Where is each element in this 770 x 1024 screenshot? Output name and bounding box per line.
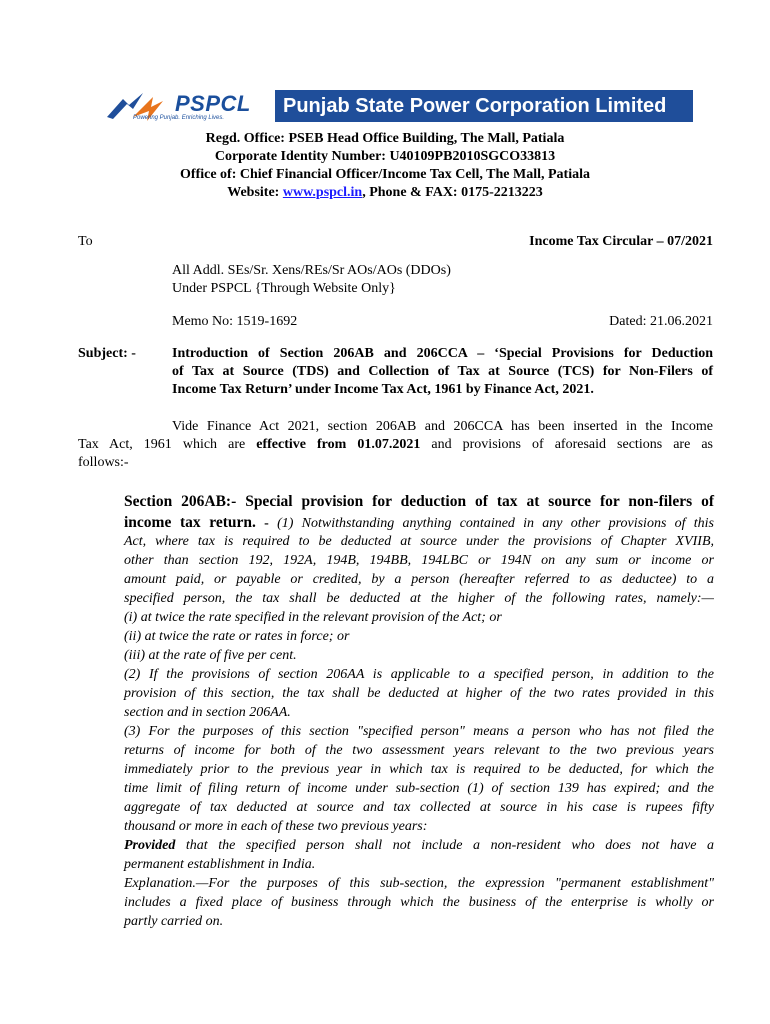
explanation-line: partly carried on. [124,914,224,929]
website-link[interactable]: www.pspcl.in [282,185,363,200]
lightning-bolt-icon [103,87,183,127]
company-name-banner: Punjab State Power Corporation Limited [275,90,693,122]
subject-label: Subject: - [78,346,136,361]
circular-number: Income Tax Circular – 07/2021 [529,234,713,249]
proviso-label: Provided [124,838,176,853]
section-text-line: time limit of filing return of income under sub-section (1) of section 139 has expired; and the [124,781,714,796]
intro-text-line: follows:- [78,455,129,470]
section-text-line: provision of this section, the tax shall be deducted at higher of the two rates provided in this [124,686,714,701]
office-address-line: Regd. Office: PSEB Head Office Building, The Mall, Patiala [205,131,565,146]
explanation-line: Explanation.—For the purposes of this sub-section, the expression "permanent establishment" [124,876,714,891]
proviso-line: permanent establishment in India. [124,857,316,872]
section-text-line: amount paid, or payable or credited, by a person (hereafter referred to as deductee) to a [124,572,714,587]
intro-text: Tax Act, 1961 which are [78,437,257,452]
addressee-line: Under PSPCL {Through Website Only} [172,281,396,296]
section-heading: Section 206AB:- Special provision for deduction of tax at source for non-filers of [124,493,714,510]
intro-text: and provisions of aforesaid sections are as [420,437,713,452]
section-text-line: other than section 192, 192A, 194B, 194BB, 194LBC or 194N on any sum or income or [124,553,714,568]
proviso-text: that the specified person shall not include a non-resident who does not have a [175,838,714,853]
intro-text-line: Vide Finance Act 2021, section 206AB and 206CCA has been inserted in the Income [172,419,713,434]
office-of-line: Office of: Chief Financial Officer/Income Tax Cell, The Mall, Patiala [180,167,590,182]
proviso-line [124,836,714,855]
memo-number: Memo No: 1519-1692 [172,314,298,329]
addressee-line: All Addl. SEs/Sr. Xens/REs/Sr AOs/AOs (DDOs) [172,263,451,278]
section-text-line: returns of income for both of the two assessment years relevant to the two previous years [124,743,714,758]
subject-line: of Tax at Source (TDS) and Collection of Tax at Source (TCS) for Non-Filers of [172,364,713,379]
section-text-line: (iii) at the rate of five per cent. [124,648,297,663]
section-heading-tail: income tax return. [124,514,256,531]
heading-dash: - [255,516,278,531]
section-text: (1) Notwithstanding anything contained in any other provisions of this [277,516,715,531]
logo-abbreviation: PSPCL [175,91,251,116]
subject-line: Introduction of Section 206AB and 206CCA – ‘Special Provisions for Deduction [172,346,713,361]
section-text-line: immediately prior to the previous year in which tax is required to be deducted, for which the [124,762,714,777]
section-text-line: specified person, the tax shall be deducted at the higher of the following rates, namely:— [124,591,714,606]
section-text-line: (ii) at twice the rate or rates in force; or [124,629,350,644]
to-label: To [78,234,93,249]
section-text-line [124,513,714,533]
section-text-line: Act, where tax is required to be deducted at source under the provisions of Chapter XVIIB, [124,534,714,549]
memo-date: Dated: 21.06.2021 [609,314,713,329]
phone-fax: , Phone & FAX: 0175-2213223 [362,185,543,200]
website-phone-line [0,184,770,202]
subject-line: Income Tax Return’ under Income Tax Act, 1961 by Finance Act, 2021. [172,382,594,397]
section-text-line: (2) If the provisions of section 206AA is applicable to a specified person, in addition to the [124,667,714,682]
section-text-line: (i) at twice the rate specified in the relevant provision of the Act; or [124,610,502,625]
effective-date: effective from 01.07.2021 [256,437,421,452]
pspcl-logo [103,87,693,127]
intro-text-line [78,436,713,454]
section-text-line: section and in section 206AA. [124,705,291,720]
explanation-line: includes a fixed place of business through which the business of the enterprise is wholly or [124,895,714,910]
website-label: Website: [227,185,283,200]
logo-tagline: Powering Punjab. Enriching Lives. [133,115,225,121]
corporate-id-line: Corporate Identity Number: U40109PB2010SGCO33813 [214,149,556,164]
section-text-line: (3) For the purposes of this section "specified person" means a person who has not filed the [124,724,714,739]
section-text-line: aggregate of tax deducted at source and tax collected at source in his case is rupees fifty [124,800,714,815]
section-text-line: thousand or more in each of these two previous years: [124,819,428,834]
